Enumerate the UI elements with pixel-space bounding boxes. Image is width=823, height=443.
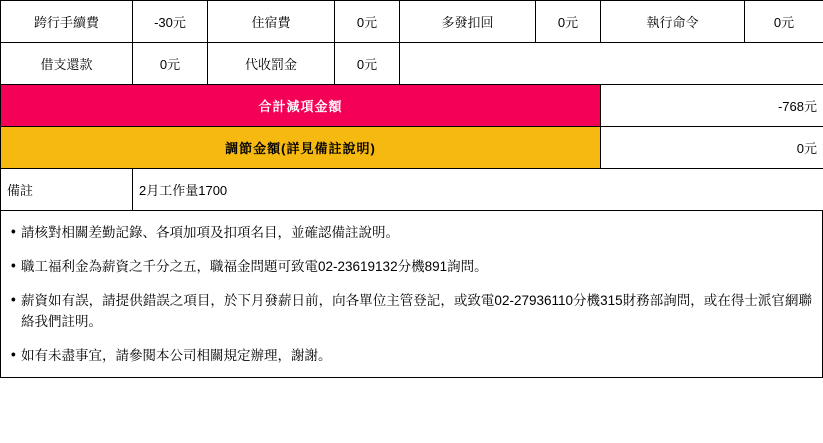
adjustment-row <box>1 127 823 169</box>
adjustment-value: 0元 <box>601 127 823 169</box>
deduction-value: -30元 <box>133 1 208 43</box>
total-deduction-value: -768元 <box>601 85 823 127</box>
list-item <box>11 257 812 278</box>
deduction-label: 執行命令 <box>601 1 745 43</box>
bullet-icon: • <box>11 257 16 273</box>
notes-section <box>0 211 823 378</box>
note-text: 如有未盡事宜，請參閱本公司相關規定辦理，謝謝。 <box>21 347 332 363</box>
list-item <box>11 346 812 367</box>
note-text: 職工福利金為薪資之千分之五，職福金問題可致電02-23619132分機891詢問。 <box>21 258 488 274</box>
empty-cell <box>536 43 601 85</box>
deduction-value: 0元 <box>335 43 400 85</box>
deduction-value: 0元 <box>536 1 601 43</box>
empty-cell <box>601 43 745 85</box>
bullet-icon: • <box>11 346 16 362</box>
remark-value: 2月工作量1700 <box>133 169 823 211</box>
remark-label: 備註 <box>1 169 133 211</box>
note-text: 請核對相關差勤記錄、各項加項及扣項名目，並確認備註說明。 <box>21 225 399 240</box>
total-deduction-row <box>1 85 823 127</box>
total-deduction-label: 合計減項金額 <box>1 85 601 127</box>
table-row <box>1 43 823 85</box>
table-row <box>1 1 823 43</box>
bullet-icon: • <box>11 224 16 239</box>
deduction-value: 0元 <box>133 43 208 85</box>
list-item <box>11 291 812 333</box>
deductions-table <box>0 0 823 211</box>
deduction-value: 0元 <box>335 1 400 43</box>
deduction-value: 0元 <box>745 1 823 43</box>
deduction-label: 借支還款 <box>1 43 133 85</box>
list-item <box>11 223 812 244</box>
deduction-label: 多發扣回 <box>400 1 536 43</box>
empty-cell <box>745 43 823 85</box>
bullet-icon: • <box>11 291 16 307</box>
note-text: 薪資如有誤，請提供錯誤之項目，於下月發薪日前，向各單位主管登記，或致電02-27936110分機315財務部詢問，或在得士派官網聯絡我們註明。 <box>21 292 812 329</box>
remark-row <box>1 169 823 211</box>
deduction-label: 代收罰金 <box>208 43 335 85</box>
deduction-label: 跨行手續費 <box>1 1 133 43</box>
adjustment-label: 調節金額(詳見備註說明) <box>1 127 601 169</box>
deduction-label: 住宿費 <box>208 1 335 43</box>
empty-cell <box>400 43 536 85</box>
